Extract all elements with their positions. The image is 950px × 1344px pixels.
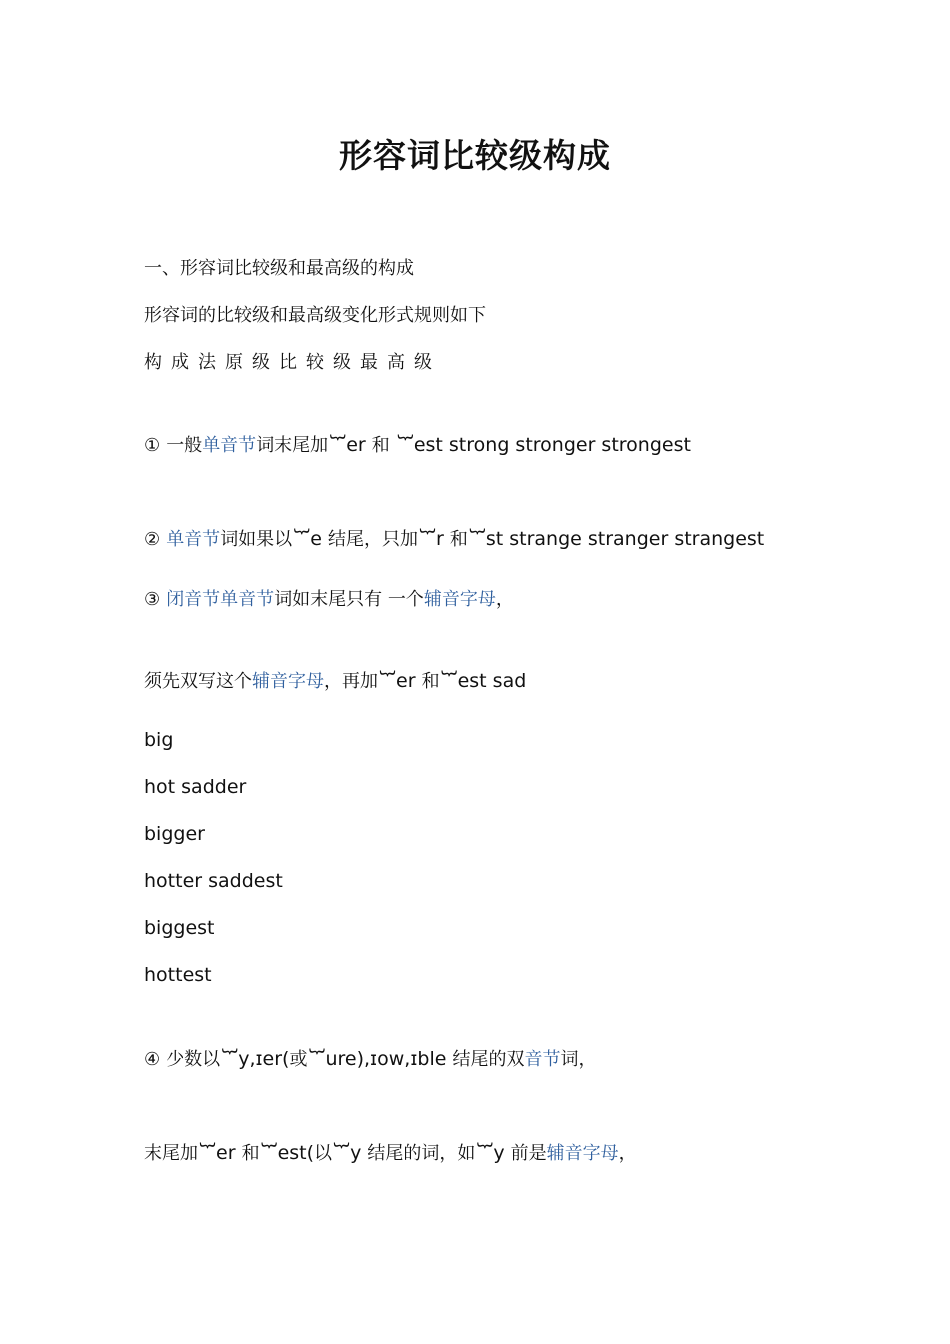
hyphen-mark: ︸ [294,528,310,546]
hyphen-mark: ︸ [222,1048,238,1066]
text-span: ， [618,1143,637,1164]
rule-4-continued [144,1141,637,1166]
word-line: bigger [144,823,205,845]
text-span: e [310,528,322,550]
text-span: 和 [421,671,440,692]
word-line: hot sadder [144,776,247,798]
hyphen-mark: ︸ [397,434,413,452]
rule-3-continued [144,669,526,694]
word-line: hotter saddest [144,870,283,892]
text-span: er [346,434,366,456]
text-span: er [396,670,416,692]
hyphen-mark: ︸ [380,670,396,688]
text-span: ，再加 [324,671,378,692]
hyphen-mark: ︸ [477,1142,493,1160]
rule-number: ① [144,435,161,456]
rule-number: ③ [144,589,161,610]
hyperlink-fuyinzimu[interactable]: 辅音字母 [252,671,324,692]
text-span: 词， [560,1049,597,1070]
text-span: y [350,1142,362,1164]
rule-1 [144,433,691,458]
hyperlink-danyinjie[interactable]: 单音节 [166,529,221,550]
hyperlink-biyinjie-danyinjie[interactable]: 闭音节单音节 [166,589,275,610]
text-span: 末尾加 [144,1143,198,1164]
text-span: 词末尾加 [256,435,329,456]
hyphen-mark: ︸ [469,528,485,546]
section-heading: 一、形容词比较级和最高级的构成 [144,258,414,279]
text-span: y,ɪer( [238,1048,290,1070]
hyperlink-yinjie[interactable]: 音节 [524,1049,561,1070]
table-header-text: 构成法原级比较级最高级 [144,352,441,373]
word-line: biggest [144,917,215,939]
rule-2 [144,527,764,552]
rule-number: ② [144,529,161,550]
text-span: 结尾的词，如 [367,1143,476,1164]
text-span: 一般 [166,435,203,456]
hyphen-mark: ︸ [261,1142,277,1160]
text-span: er [216,1142,236,1164]
rule-4 [144,1047,596,1072]
word-line: big [144,729,174,751]
hyphen-mark: ︸ [419,528,435,546]
hyperlink-fuyinzimu[interactable]: 辅音字母 [546,1143,619,1164]
text-span: 或 [289,1049,308,1070]
rule-3 [144,587,514,612]
hyphen-mark: ︸ [309,1048,325,1066]
hyphen-mark: ︸ [441,670,457,688]
text-span: 少数以 [166,1049,221,1070]
text-span: r [435,528,444,550]
text-span: est strong stronger strongest [413,434,691,456]
text-span: 前是 [510,1143,547,1164]
text-span: 词如果以 [220,529,293,550]
text-span: 结尾，只加 [327,529,418,550]
rule-number: ④ [144,1049,161,1070]
intro-text: 形容词的比较级和最高级变化形式规则如下 [144,305,486,326]
text-span: 结尾的双 [452,1049,525,1070]
text-span: 须先双写这个 [144,671,252,692]
text-span: 以 [314,1143,333,1164]
hyphen-mark: ︸ [334,1142,350,1160]
hyphen-mark: ︸ [330,434,346,452]
hyperlink-fuyinzimu[interactable]: 辅音字母 [423,589,496,610]
text-span: est( [277,1142,315,1164]
text-span: ， [495,589,514,610]
text-span: 和 [371,435,390,456]
text-span: est sad [457,670,527,692]
text-span: y [493,1142,505,1164]
text-span: 词如末尾只有 一个 [274,589,424,610]
word-line: hottest [144,964,212,986]
text-span: 和 [449,529,468,550]
hyphen-mark: ︸ [200,1142,216,1160]
text-span: st strange stranger strangest [485,528,765,550]
text-span: ure),ɪow,ɪble [325,1048,447,1070]
text-span: 和 [241,1143,260,1164]
page-title: 形容词比较级构成 [339,136,611,175]
hyperlink-danyinjie[interactable]: 单音节 [202,435,257,456]
